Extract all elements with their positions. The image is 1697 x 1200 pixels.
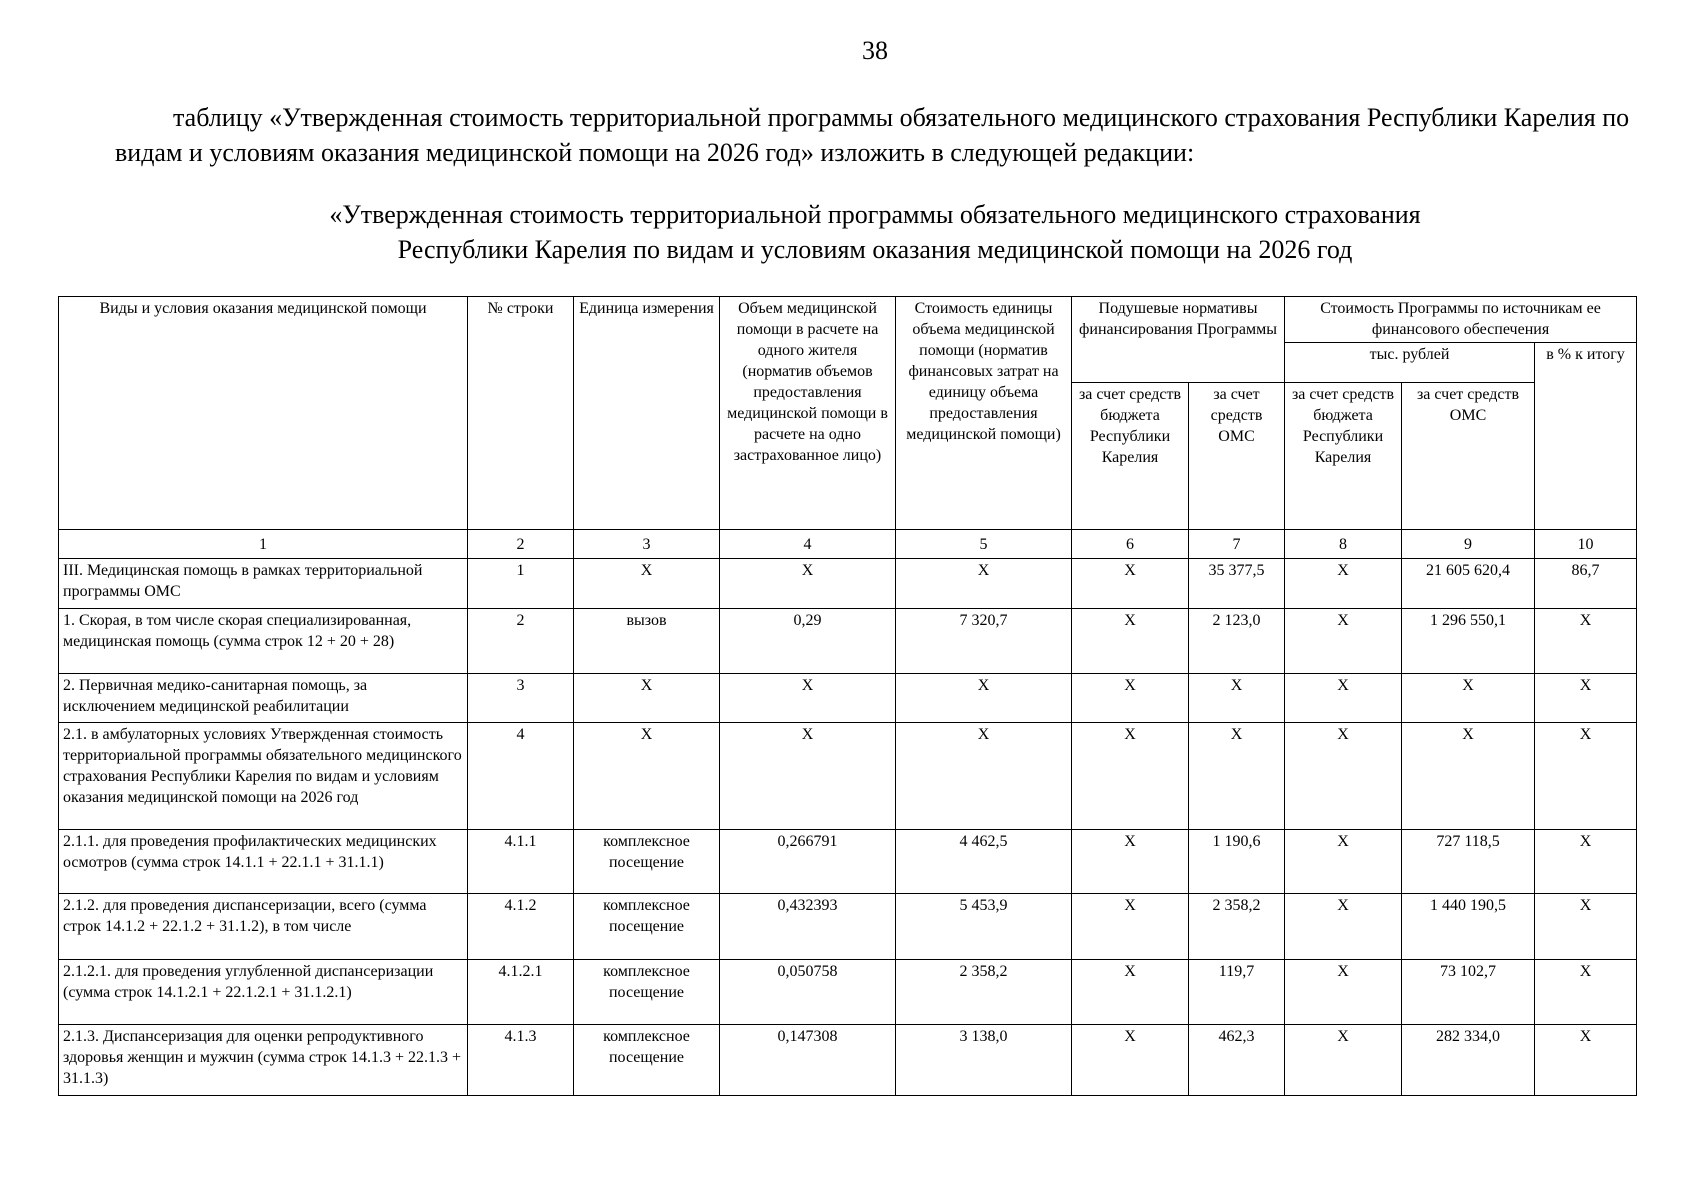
row-cost-budget: Х (1285, 723, 1402, 830)
row-percent: Х (1535, 609, 1637, 674)
row-name: III. Медицинская помощь в рамках территориальной программы ОМС (59, 559, 468, 609)
row-unit: комплексное посещение (574, 894, 720, 960)
row-percapita-oms: 2 358,2 (1189, 894, 1285, 960)
row-line: 1 (468, 559, 574, 609)
row-cost-oms: 1 296 550,1 (1402, 609, 1535, 674)
row-volume: Х (720, 723, 896, 830)
row-name: 2.1. в амбулаторных условиях Утвержденная стоимость территориальной программы обязательного медицинского страхования Республики Карелия по видам и условиям оказания медицинской помощи на 2026 год (59, 723, 468, 830)
row-percapita-budget: Х (1072, 559, 1189, 609)
row-volume: Х (720, 559, 896, 609)
row-unit: Х (574, 723, 720, 830)
header-percapita-budget: за счет средств бюджета Республики Карелия (1072, 383, 1189, 530)
row-cost: Х (896, 674, 1072, 723)
row-cost-budget: Х (1285, 609, 1402, 674)
row-percent: Х (1535, 723, 1637, 830)
row-cost: 7 320,7 (896, 609, 1072, 674)
row-volume: 0,266791 (720, 830, 896, 894)
row-percent: Х (1535, 830, 1637, 894)
row-cost-oms: Х (1402, 723, 1535, 830)
table-row (59, 960, 1637, 1025)
row-unit: Х (574, 674, 720, 723)
header-cost-budget: за счет средств бюджета Республики Карелия (1285, 383, 1402, 530)
row-cost: 5 453,9 (896, 894, 1072, 960)
table-row (59, 830, 1637, 894)
row-name: 1. Скорая, в том числе скорая специализированная, медицинская помощь (сумма строк 12 + 20 + 28) (59, 609, 468, 674)
row-cost-budget: Х (1285, 894, 1402, 960)
row-volume: Х (720, 674, 896, 723)
cost-table (58, 296, 1637, 1096)
row-volume: 0,432393 (720, 894, 896, 960)
row-name: 2. Первичная медико-санитарная помощь, за исключением медицинской реабилитации (59, 674, 468, 723)
header-unit-cost: Стоимость единицы объема медицинской помощи (норматив финансовых затрат на единицу объема предоставления медицинской помощи) (896, 297, 1072, 530)
column-number: 7 (1189, 530, 1285, 559)
row-percapita-budget: Х (1072, 1025, 1189, 1096)
row-cost: 4 462,5 (896, 830, 1072, 894)
row-name: 2.1.1. для проведения профилактических медицинских осмотров (сумма строк 14.1.1 + 22.1.1 + 31.1.1) (59, 830, 468, 894)
table-title (150, 197, 1600, 267)
row-percapita-budget: Х (1072, 830, 1189, 894)
column-number: 5 (896, 530, 1072, 559)
row-percent: 86,7 (1535, 559, 1637, 609)
row-percent: Х (1535, 960, 1637, 1025)
row-volume: 0,147308 (720, 1025, 896, 1096)
row-cost-budget: Х (1285, 1025, 1402, 1096)
row-percapita-oms: 35 377,5 (1189, 559, 1285, 609)
row-line: 4 (468, 723, 574, 830)
row-line: 4.1.2 (468, 894, 574, 960)
row-percapita-oms: Х (1189, 723, 1285, 830)
column-number: 9 (1402, 530, 1535, 559)
row-percent: Х (1535, 1025, 1637, 1096)
row-cost-budget: Х (1285, 559, 1402, 609)
header-line-number: № строки (468, 297, 574, 530)
table-row (59, 894, 1637, 960)
row-volume: 0,29 (720, 609, 896, 674)
row-percapita-budget: Х (1072, 723, 1189, 830)
row-line: 4.1.1 (468, 830, 574, 894)
row-percapita-oms: 1 190,6 (1189, 830, 1285, 894)
header-cost-group: Стоимость Программы по источникам ее финансового обеспечения (1285, 297, 1637, 343)
table-title-line-2: Республики Карелия по видам и условиям оказания медицинской помощи на 2026 год (397, 235, 1353, 264)
row-cost-budget: Х (1285, 674, 1402, 723)
row-percapita-oms: 2 123,0 (1189, 609, 1285, 674)
row-percapita-budget: Х (1072, 960, 1189, 1025)
row-cost-budget: Х (1285, 830, 1402, 894)
column-number: 1 (59, 530, 468, 559)
table-row (59, 609, 1637, 674)
row-cost: Х (896, 559, 1072, 609)
row-name: 2.1.2. для проведения диспансеризации, всего (сумма строк 14.1.2 + 22.1.2 + 31.1.2), в том числе (59, 894, 468, 960)
row-cost: 3 138,0 (896, 1025, 1072, 1096)
row-cost: 2 358,2 (896, 960, 1072, 1025)
row-percapita-oms: Х (1189, 674, 1285, 723)
row-cost-oms: 73 102,7 (1402, 960, 1535, 1025)
row-cost-oms: Х (1402, 674, 1535, 723)
row-name: 2.1.3. Диспансеризация для оценки репродуктивного здоровья женщин и мужчин (сумма строк 14.1.3 + 22.1.3 + 31.1.3) (59, 1025, 468, 1096)
column-number: 8 (1285, 530, 1402, 559)
page-number: 38 (862, 36, 888, 65)
row-cost-oms: 727 118,5 (1402, 830, 1535, 894)
table-row (59, 723, 1637, 830)
row-cost-oms: 21 605 620,4 (1402, 559, 1535, 609)
row-unit: комплексное посещение (574, 830, 720, 894)
column-number: 6 (1072, 530, 1189, 559)
intro-paragraph: таблицу «Утвержденная стоимость территориальной программы обязательного медицинского страхования Республики Карелия по видам и условиям оказания медицинской помощи на 2026 год» изложить в следующей редакции: (115, 103, 1630, 167)
column-number: 4 (720, 530, 896, 559)
row-percent: Х (1535, 674, 1637, 723)
row-name: 2.1.2.1. для проведения углубленной диспансеризации (сумма строк 14.1.2.1 + 22.1.2.1 + 31.1.2.1) (59, 960, 468, 1025)
row-line: 4.1.2.1 (468, 960, 574, 1025)
row-line: 2 (468, 609, 574, 674)
table-title-line-1: «Утвержденная стоимость территориальной программы обязательного медицинского страхования (329, 200, 1421, 229)
row-percent: Х (1535, 894, 1637, 960)
row-percapita-oms: 119,7 (1189, 960, 1285, 1025)
header-percapita-oms: за счет средств ОМС (1189, 383, 1285, 530)
row-line: 3 (468, 674, 574, 723)
row-cost: Х (896, 723, 1072, 830)
header-cost-oms: за счет средств ОМС (1402, 383, 1535, 530)
row-cost-budget: Х (1285, 960, 1402, 1025)
row-cost-oms: 1 440 190,5 (1402, 894, 1535, 960)
row-unit: комплексное посещение (574, 960, 720, 1025)
row-percapita-oms: 462,3 (1189, 1025, 1285, 1096)
header-volume: Объем медицинской помощи в расчете на одного жителя (норматив объемов предоставления медицинской помощи в расчете на одно застрахованное лицо) (720, 297, 896, 530)
row-unit: вызов (574, 609, 720, 674)
header-percent-of-total: в % к итогу (1535, 343, 1637, 530)
table-row (59, 559, 1637, 609)
table-row (59, 1025, 1637, 1096)
row-line: 4.1.3 (468, 1025, 574, 1096)
row-unit: Х (574, 559, 720, 609)
row-unit: комплексное посещение (574, 1025, 720, 1096)
table-row (59, 674, 1637, 723)
row-percapita-budget: Х (1072, 674, 1189, 723)
row-volume: 0,050758 (720, 960, 896, 1025)
row-percapita-budget: Х (1072, 609, 1189, 674)
row-cost-oms: 282 334,0 (1402, 1025, 1535, 1096)
column-number: 2 (468, 530, 574, 559)
column-number: 10 (1535, 530, 1637, 559)
header-thousand-rubles: тыс. рублей (1285, 343, 1535, 383)
column-number: 3 (574, 530, 720, 559)
row-percapita-budget: Х (1072, 894, 1189, 960)
header-unit: Единица измерения (574, 297, 720, 530)
column-number-row (59, 530, 1637, 559)
header-percapita-group: Подушевые нормативы финансирования Программы (1072, 297, 1285, 383)
header-care-type: Виды и условия оказания медицинской помощи (59, 297, 468, 530)
